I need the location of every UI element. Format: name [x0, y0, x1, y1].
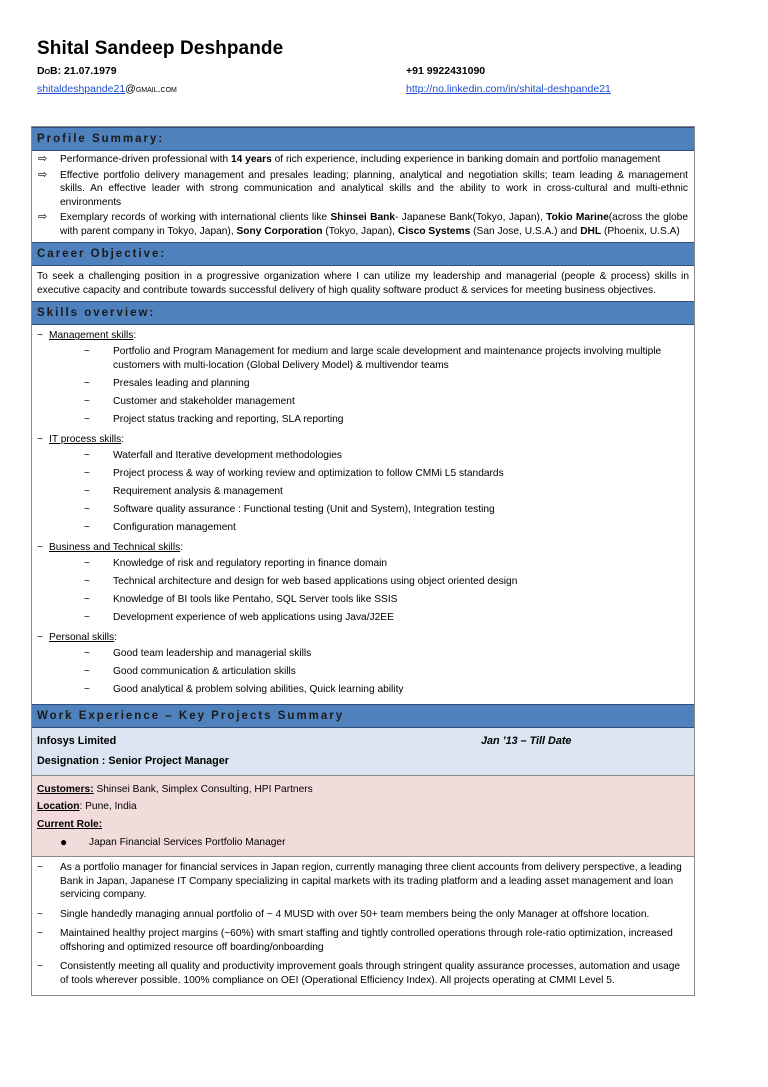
contact-right [406, 62, 611, 98]
responsibility-item: ~ Single handedly managing annual portfolio of ~ 4 MUSD with over 50+ team members being the only Manager at offshore location. [37, 908, 650, 920]
skill-item: ~ Project status tracking and reporting, SLA reporting [84, 413, 344, 425]
bullet-icon: ● [60, 834, 68, 849]
skill-item: ~ Development experience of web applications using Java/J2EE [84, 611, 394, 623]
resume-body [31, 126, 695, 996]
career-objective-heading: Career Objective: [32, 242, 694, 266]
dob-label: DoB: [37, 65, 62, 77]
skill-item: ~ Technical architecture and design for web based applications using object oriented design [84, 575, 518, 587]
profile-summary-heading: Profile Summary: [32, 127, 694, 151]
responsibility-item: ~ As a portfolio manager for financial services in Japan region, currently managing three client accounts from delivery perspective, a leading Bank in Japan, Japanese IT Company specializing in capital markets with its trading platform and a leading asset management and loan servicing company. [37, 862, 682, 900]
skill-item: ~ Good analytical & problem solving abilities, Quick learning ability [84, 683, 404, 695]
company-name: Infosys Limited [37, 734, 117, 747]
skill-category: ~ Management skills : [37, 330, 137, 342]
skill-item: ~ Good communication & articulation skills [84, 665, 296, 677]
dob-value: 21.07.1979 [64, 65, 117, 77]
arrow-right-icon: ⇨ [38, 168, 48, 181]
work-experience-heading: Work Experience – Key Projects Summary [32, 704, 694, 728]
customers-value: Shinsei Bank, Simplex Consulting, HPI Partners [93, 783, 313, 795]
profile-item: ⇨ Effective portfolio delivery management and presales leading; planning, analytical and negotiation skills; team leading & management skills. An effective leader with strong communication and analytical skills and the ability to work in cross-cultural and multi-ethnic environments [38, 168, 688, 208]
skill-item: ~ Configuration management [84, 521, 236, 533]
skill-item: ~ Waterfall and Iterative development methodologies [84, 449, 342, 461]
skill-item: ~ Good team leadership and managerial skills [84, 647, 312, 659]
job-info [32, 776, 694, 858]
email-line[interactable] [37, 80, 177, 98]
email-link[interactable]: shitaldeshpande21 [37, 83, 126, 95]
job-header [32, 728, 694, 776]
email-domain: @gmail.com [125, 83, 177, 95]
designation: Designation : Senior Project Manager [37, 754, 229, 767]
career-objective-text: To seek a challenging position in a progressive organization where I can utilize my leadership and managerial (people & process) skills in executive capacity and contribute towards successful delivery of high quality software product & services for meeting business objectives. [37, 271, 689, 296]
profile-item: ⇨ Performance-driven professional with 14 years of rich experience, including experience in banking domain and portfolio management [38, 153, 661, 165]
profile-summary-list [32, 151, 694, 242]
candidate-name: Shital Sandeep Deshpande [37, 38, 284, 59]
skill-item: ~ Project process & way of working review and optimization to follow CMMi L5 standards [84, 467, 504, 479]
skill-item: ~ Presales leading and planning [84, 377, 250, 389]
skills-overview-heading: Skills overview: [32, 301, 694, 325]
customers-label: Customers: [37, 783, 94, 795]
skills-list [32, 325, 694, 704]
linkedin-link[interactable]: http://no.linkedin.com/in/shital-deshpande21 [406, 83, 611, 95]
dob-line [37, 62, 177, 80]
profile-item: ⇨ Exemplary records of working with international clients like Shinsei Bank- Japanese Bank(Tokyo, Japan), Tokio Marine(across the globe with parent company in Tokyo, Japan), Sony Corporation (Tokyo, Japan), Cisco Systems (San Jose, U.S.A.) and DHL (Phoenix, U.S.A) [38, 211, 689, 237]
responsibility-list [32, 857, 694, 995]
skill-item: ~ Requirement analysis & management [84, 485, 283, 497]
responsibility-item: ~ Maintained healthy project margins (~60%) with smart staffing and tightly controlled operations through role-ratio optimization, increased offshoring and optimized resource off boarding/onboarding [37, 928, 673, 953]
arrow-right-icon: ⇨ [38, 211, 48, 223]
location-value: : Pune, India [79, 801, 137, 812]
responsibility-item: ~ Consistently meeting all quality and productivity improvement goals through stringent quality assurance processes, automation and usage of tools wherever possible. 100% compliance on OEI (Operational Efficiency Index). All projects operating at CMMI Level 5. [37, 961, 681, 986]
role-value: Japan Financial Services Portfolio Manager [89, 836, 286, 848]
skill-item: ~ Knowledge of risk and regulatory reporting in finance domain [84, 557, 388, 569]
role-label: Current Role: [37, 818, 103, 830]
skill-category: ~ IT process skills : [37, 433, 125, 445]
skill-category: ~ Business and Technical skills : [37, 541, 184, 553]
skill-item: ~ Portfolio and Program Management for medium and large scale development and maintenance projects involving multiple customers with multi-location (Global Delivery Model) & multivendor teams [84, 346, 662, 371]
contact-left [37, 62, 177, 98]
skill-item: ~ Knowledge of BI tools like Pentaho, SQL Server tools like SSIS [84, 593, 398, 605]
job-dates: Jan ’13 – Till Date [481, 734, 572, 747]
location-label: Location [37, 801, 80, 812]
skill-category: ~ Personal skills : [37, 631, 117, 643]
phone-number: +91 9922431090 [406, 65, 486, 77]
skill-item: ~ Customer and stakeholder management [84, 395, 295, 407]
arrow-right-icon: ⇨ [38, 153, 48, 165]
skill-item: ~ Software quality assurance : Functional testing (Unit and System), Integration testing [84, 503, 495, 515]
